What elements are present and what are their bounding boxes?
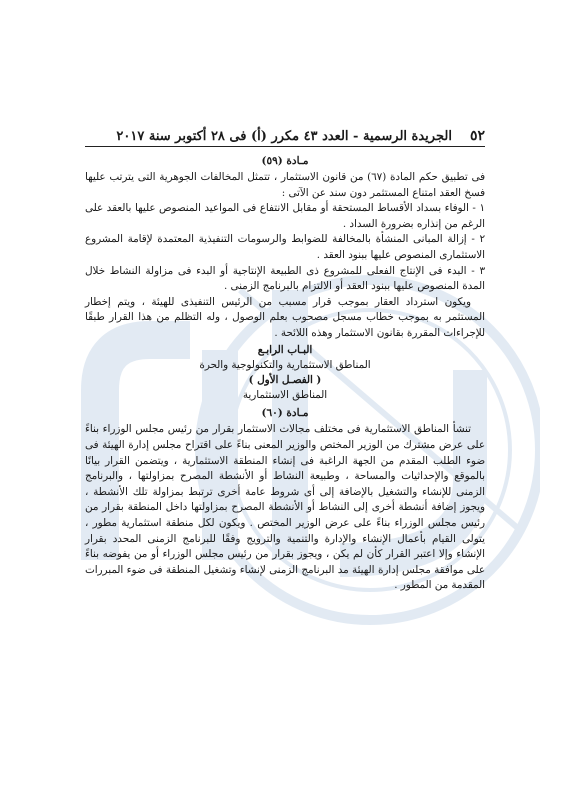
page-header — [85, 128, 485, 147]
article-59-item-1: ١ - الوفاء بسداد الأقساط المستحقة أو مقابل الانتفاع فى المواعيد المنصوص عليها بالعقد على الرغم من إنذاره بضرورة السداد . — [85, 202, 485, 230]
page-number: ٥٢ — [469, 128, 485, 144]
section-title: المناطق الاستثمارية — [242, 389, 328, 402]
section-heading: ( الفصـل الأول ) — [248, 373, 322, 386]
book-title: المناطق الاستثمارية والتكنولوجية والحرة — [199, 358, 371, 371]
article-60-body: تنشأ المناطق الاستثمارية فى مختلف مجالات الاستثمار بقرار من رئيس مجلس الوزراء بناءً على عرض مشترك من الوزير المختص والوزير المعنى بناءً على اقتراح مجلس إدارة الهيئة فى ضوء الطلب المقدم من الجهة الراغبة فى إنشاء المنطقة الاستثمارية ، ويتضمن القرار بيانًا بالموقع والإحداثيات والمساحة ، وطبيعة النشاط أو الأنشطة المصرح بمزاولتها ، والبرنامج الزمنى للإنشاء والتشغيل بالإضافة إلى أى شروط عامة أخرى ترتبط بمزاولة تلك الأنشطة ، ويجوز إضافة أنشطة أخرى إلى النشاط أو الأنشطة المصرح بمزاولتها داخل المنطقة بقرار من رئيس مجلس الوزراء بناءً على عرض الوزير المختص . ويكون لكل منطقة استثمارية مطور ، يتولى القيام بأعمال الإنشاء والإدارة والتنمية والترويج وفقًا للبرنامج الزمنى المحدد بقرار الإنشاء وإلا اعتبر القرار كأن لم يكن ، ويجوز بقرار من رئيس مجلس الوزراء أو من يفوضه بناءً على موافقة مجلس إدارة الهيئة مد البرنامج الزمنى لإنشاء وتشغيل المنطقة فى ضوء المبررات المقدمة من المطور . — [85, 423, 485, 592]
document-page — [85, 128, 485, 594]
gazette-title: الجريدة الرسمية - العدد ٤٣ مكرر (أ) فى ٢٨ أكتوبر سنة ٢٠١٧ — [116, 129, 452, 144]
article-59-title: مـادة (٥٩) — [261, 155, 309, 167]
article-60-title: مـادة (٦٠) — [261, 407, 309, 420]
article-59-intro: فى تطبيق حكم المادة (٦٧) من قانون الاستثمار ، تتمثل المخالفات الجوهرية التى يترتب عليها فسخ العقد امتناع المستثمر دون سند عن الآتى : — [85, 171, 486, 199]
book-heading: البـاب الرابـع — [257, 343, 313, 356]
article-59-item-2: ٢ - إزالة المبانى المنشأة بالمخالفة للضوابط والرسومات التنفيذية المعتمدة لإقامة المشروع الاستثمارى المنصوص عليها ببنود العقد . — [85, 233, 485, 261]
article-59-closing: ويكون استرداد العقار بموجب قرار مسبب من الرئيس التنفيذى للهيئة ، ويتم إخطار المستثمر به بموجب خطاب مسجل مصحوب بعلم الوصول ، وله التظلم من هذا القرار طبقًا للإجراءات المقررة بقانون الاستثمار وهذه اللائحة . — [85, 295, 485, 339]
article-59-item-3: ٣ - البدء فى الإنتاج الفعلى للمشروع ذى الطبيعة الإنتاجية أو البدء فى مزاولة النشاط خلال المدة المنصوص عليها ببنود العقد أو الالتزام بالبرنامج الزمنى . — [85, 264, 485, 293]
